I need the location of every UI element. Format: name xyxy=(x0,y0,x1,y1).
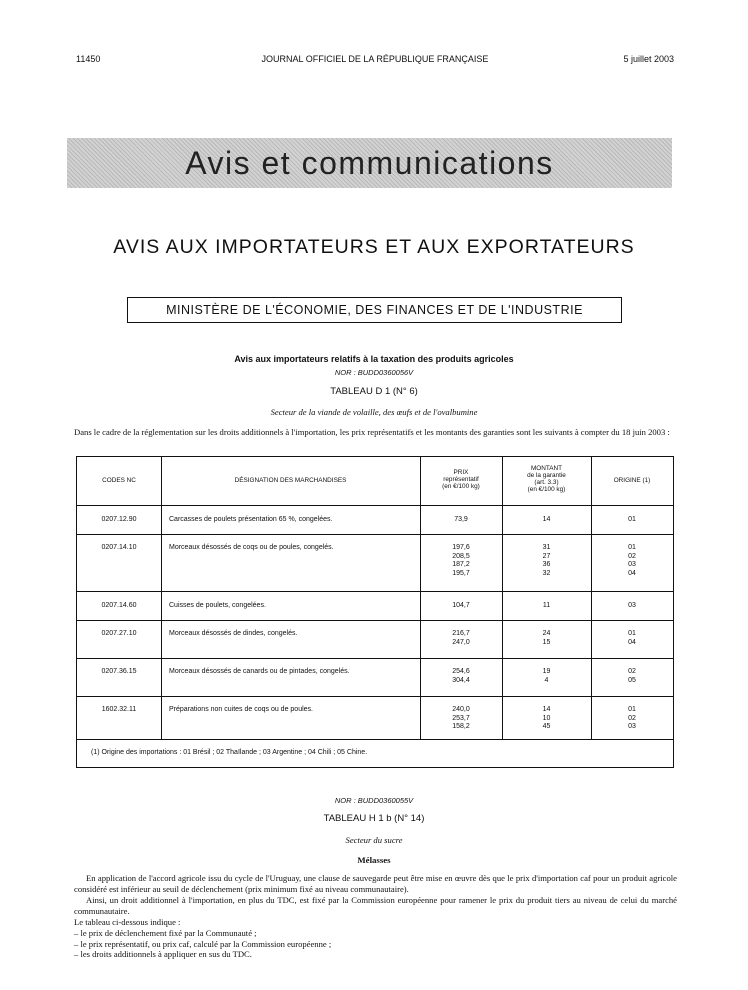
prix-value: 254,6 xyxy=(452,668,470,675)
prix-value: 187,2 xyxy=(452,561,470,568)
table-title: TABLEAU D 1 (N° 6) xyxy=(330,386,418,397)
page-number: 11450 xyxy=(76,54,101,64)
cell-designation: Préparations non cuites de coqs ou de poules. xyxy=(169,706,313,713)
row-divider xyxy=(77,505,673,506)
header-montant-line: (en €/100 kg) xyxy=(527,486,566,493)
origine-value: 01 xyxy=(628,706,636,713)
cell-prix xyxy=(420,668,502,685)
prix-value: 304,4 xyxy=(452,676,470,684)
montant-value: 24 xyxy=(542,630,551,637)
montant-value: 45 xyxy=(542,723,551,730)
header-origine: ORIGINE (1) xyxy=(613,477,651,484)
prix-value: 247,0 xyxy=(452,638,470,646)
montant-value: 10 xyxy=(542,714,551,722)
data-table xyxy=(76,456,674,768)
header-prix xyxy=(420,469,502,490)
header-prix-line: (en €/100 kg) xyxy=(442,483,480,490)
publication-date: 5 juillet 2003 xyxy=(623,54,674,64)
cell-designation: Carcasses de poulets présentation 65 %, congelées. xyxy=(169,516,333,523)
sector-title-2: Secteur du sucre xyxy=(345,835,403,845)
row-divider xyxy=(77,620,673,621)
table-footnote: (1) Origine des importations : 01 Brésil ; 02 Thaïlande ; 03 Argentine ; 04 Chili ; 05 Chine. xyxy=(91,749,368,756)
origine-value: 03 xyxy=(628,561,636,568)
origine-value: 01 xyxy=(628,630,636,637)
section-title: AVIS AUX IMPORTATEURS ET AUX EXPORTATEURS xyxy=(113,236,635,258)
origine-value: 03 xyxy=(628,723,636,730)
row-divider xyxy=(77,739,673,740)
cell-designation: Cuisses de poulets, congelées. xyxy=(169,602,266,609)
cell-origine xyxy=(591,668,673,685)
origine-value: 02 xyxy=(628,668,636,675)
table-title-2: TABLEAU H 1 b (N° 14) xyxy=(323,813,425,824)
header-prix-line: PRIX xyxy=(453,469,469,476)
ministry-name: MINISTÈRE DE L'ÉCONOMIE, DES FINANCES ET DE L'INDUSTRIE xyxy=(166,303,583,317)
prix-value: 240,0 xyxy=(452,706,470,713)
origine-value: 02 xyxy=(628,552,636,560)
cell-origine xyxy=(591,706,673,732)
row-divider xyxy=(77,534,673,535)
montant-value: 31 xyxy=(542,544,551,551)
journal-title: JOURNAL OFFICIEL DE LA RÉPUBLIQUE FRANÇAISE xyxy=(261,54,489,64)
list-item: – le prix de déclenchement fixé par la Communauté ; xyxy=(74,928,257,938)
header-prix-line: représentatif xyxy=(443,476,479,483)
cell-prix: 104,7 xyxy=(452,602,470,609)
row-divider xyxy=(77,696,673,697)
montant-value: 27 xyxy=(542,552,551,560)
montant-value: 32 xyxy=(542,569,551,577)
cell-origine: 01 xyxy=(628,516,636,523)
list-item: – les droits additionnels à appliquer en sus du TDC. xyxy=(74,949,252,959)
cell-designation: Morceaux désossés de canards ou de pintades, congelés. xyxy=(169,668,350,675)
cell-origine: 03 xyxy=(628,602,636,609)
cell-origine xyxy=(591,544,673,578)
prix-value: 195,7 xyxy=(452,569,470,577)
row-divider xyxy=(77,658,673,659)
sector-title: Secteur de la viande de volaille, des œufs et de l'ovalbumine xyxy=(270,407,478,417)
montant-value: 19 xyxy=(542,668,551,675)
heading-melasses: Mélasses xyxy=(357,855,391,865)
notice-title: Avis aux importateurs relatifs à la taxation des produits agricoles xyxy=(234,354,514,364)
cell-montant: 11 xyxy=(542,602,551,609)
montant-value: 4 xyxy=(544,676,549,684)
cell-origine xyxy=(591,630,673,647)
cell-montant: 14 xyxy=(542,516,551,523)
intro-paragraph: Dans le cadre de la réglementation sur les droits additionnels à l'importation, les prix représentatifs et les montants des garanties sont les suivants à compter du 18 juin 2003 : xyxy=(74,427,670,437)
origine-value: 04 xyxy=(628,569,636,577)
cell-montant xyxy=(502,706,591,732)
list xyxy=(74,928,677,960)
prix-value: 208,5 xyxy=(452,552,470,560)
row-divider xyxy=(77,591,673,592)
cell-montant xyxy=(502,668,591,685)
list-item: – le prix représentatif, ou prix caf, calculé par la Commission européenne ; xyxy=(74,938,332,949)
paragraph-2: Ainsi, un droit additionnel à l'importation, en plus du TDC, est fixé par la Commission européenne pour ramener le prix du produit tiers au niveau de celui du marché communautaire. xyxy=(74,895,677,916)
cell-designation: Morceaux désossés de coqs ou de poules, congelés. xyxy=(169,544,334,551)
cell-prix xyxy=(420,630,502,647)
cell-montant xyxy=(502,630,591,647)
banner-title: Avis et communications xyxy=(185,144,554,181)
origine-value: 01 xyxy=(628,544,636,551)
cell-prix: 73,9 xyxy=(454,516,468,523)
header-montant xyxy=(502,465,591,493)
cell-prix xyxy=(420,706,502,732)
cell-code: 1602.32.11 xyxy=(101,706,137,713)
cell-prix xyxy=(420,544,502,578)
cell-code: 0207.12.90 xyxy=(101,516,137,523)
montant-value: 15 xyxy=(542,638,551,646)
header-montant-line: de la garantie xyxy=(527,472,566,479)
montant-value: 36 xyxy=(542,561,551,568)
origine-value: 05 xyxy=(628,676,636,684)
nor-reference-2: NOR : BUDD0360055V xyxy=(334,796,414,805)
header-montant-line: (art. 3.3) xyxy=(534,479,559,486)
origine-value: 02 xyxy=(628,714,636,722)
list-intro: Le tableau ci-dessous indique : xyxy=(74,917,181,927)
header-designation: DÉSIGNATION DES MARCHANDISES xyxy=(234,477,347,484)
montant-value: 14 xyxy=(542,706,551,713)
cell-code: 0207.27.10 xyxy=(101,630,137,637)
cell-code: 0207.14.10 xyxy=(101,544,137,551)
cell-montant xyxy=(502,544,591,578)
prix-value: 158,2 xyxy=(452,723,470,730)
nor-reference: NOR : BUDD0360056V xyxy=(334,368,414,377)
header-codes: CODES NC xyxy=(102,477,136,484)
prix-value: 216,7 xyxy=(452,630,470,637)
header-montant-line: MONTANT xyxy=(530,465,563,472)
cell-designation: Morceaux désossés de dindes, congelés. xyxy=(169,630,298,637)
section-banner xyxy=(67,138,672,188)
paragraph-1: En application de l'accord agricole issu du cycle de l'Uruguay, une clause de sauvegarde peut être mise en œuvre dès que le prix d'importation caf pour un produit agricole considéré est inférieur au seuil de déclenchement (prix minimum fixé au niveau communautaire). xyxy=(74,873,677,894)
prix-value: 253,7 xyxy=(452,714,470,722)
origine-value: 04 xyxy=(628,638,636,646)
cell-code: 0207.14.60 xyxy=(101,602,137,609)
cell-code: 0207.36.15 xyxy=(101,668,137,675)
prix-value: 197,6 xyxy=(452,544,470,551)
ministry-box xyxy=(127,297,622,323)
